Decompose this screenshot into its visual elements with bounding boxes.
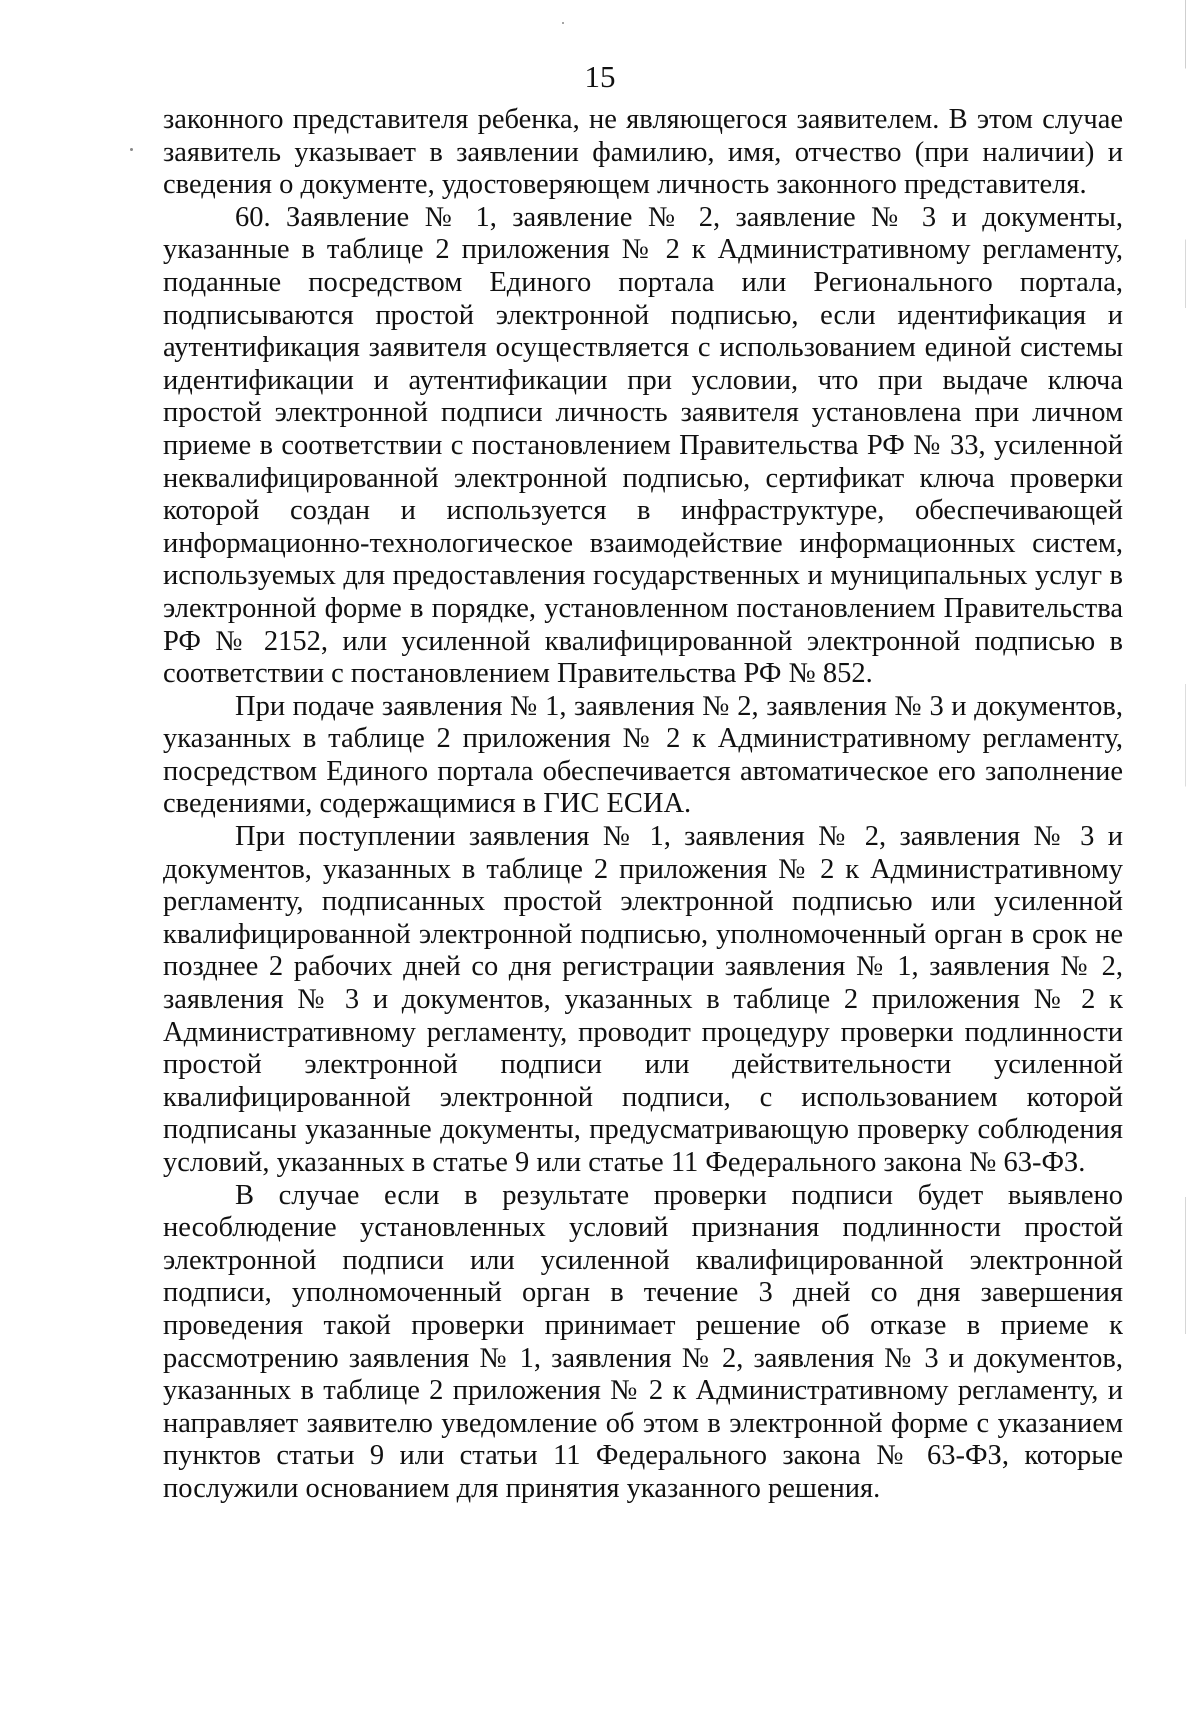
paragraph-signature-verification: При поступлении заявления № 1, заявления № 2, заявления № 3 и документов, указанных в таблице 2 приложения № 2 к Административному регламенту, подписанных простой электронной подписью или усиленной квалифицированной электронной подписью, уполномоченный орган в срок не позднее 2 рабочих дней со дня регистрации заявления № 1, заявления № 2, заявления № 3 и документов, указанных в таблице 2 приложения № 2 к Административному регламенту, проводит процедуру проверки подлинности простой электронной подписи или действительности усиленной квалифицированной электронной подписи, с использованием которой подписаны указанные документы, предусматривающую проверку соблюдения условий, указанных в статье 9 или статье 11 Федерального закона № 63-ФЗ. <box>163 821 1123 1178</box>
paragraph-submission-autofill: При подаче заявления № 1, заявления № 2, заявления № 3 и документов, указанных в таблице 2 приложения № 2 к Административному регламенту, посредством Единого портала обеспечивается автоматическое его заполнение сведениями, содержащимися в ГИС ЕСИА. <box>163 690 1123 820</box>
scan-speck <box>130 148 133 151</box>
scan-edge-line <box>1185 0 1186 1710</box>
document-body <box>163 104 1123 1506</box>
paragraph-60: 60. Заявление № 1, заявление № 2, заявление № 3 и документы, указанные в таблице 2 приложения № 2 к Административному регламенту, поданные посредством Единого портала или Регионального портала, подписываются простой электронной подписью, если идентификация и аутентификация заявителя осуществляется с использованием единой системы идентификации и аутентификации при условии, что при выдаче ключа простой электронной подписи личность заявителя установлена при личном приеме в соответствии с постановлением Правительства РФ № 33, усиленной неквалифицированной электронной подписью, сертификат ключа проверки которой создан и используется в инфраструктуре, обеспечивающей информационно-технологическое взаимодействие информационных систем, используемых для предоставления государственных и муниципальных услуг в электронной форме в порядке, установленном постановлением Правительства РФ № 2152, или усиленной квалифицированной электронной подписью в соответствии с постановлением Правительства РФ № 852. <box>163 201 1123 690</box>
paragraph-continuation: законного представителя ребенка, не являющегося заявителем. В этом случае заявитель указывает в заявлении фамилию, имя, отчество (при наличии) и сведения о документе, удостоверяющем личность законного представителя. <box>163 104 1123 201</box>
paragraph-refusal-decision: В случае если в результате проверки подписи будет выявлено несоблюдение установленных условий признания подлинности простой электронной подписи или усиленной квалифицированной электронной подписи, уполномоченный орган в течение 3 дней со дня завершения проведения такой проверки принимает решение об отказе в приеме к рассмотрению заявления № 1, заявления № 2, заявления № 3 и документов, указанных в таблице 2 приложения № 2 к Административному регламенту, и направляет заявителю уведомление об этом в электронной форме с указанием пунктов статьи 9 или статьи 11 Федерального закона № 63-ФЗ, которые послужили основанием для принятия указанного решения. <box>163 1179 1123 1504</box>
scan-speck <box>562 22 564 24</box>
page-number: 15 <box>584 59 616 94</box>
